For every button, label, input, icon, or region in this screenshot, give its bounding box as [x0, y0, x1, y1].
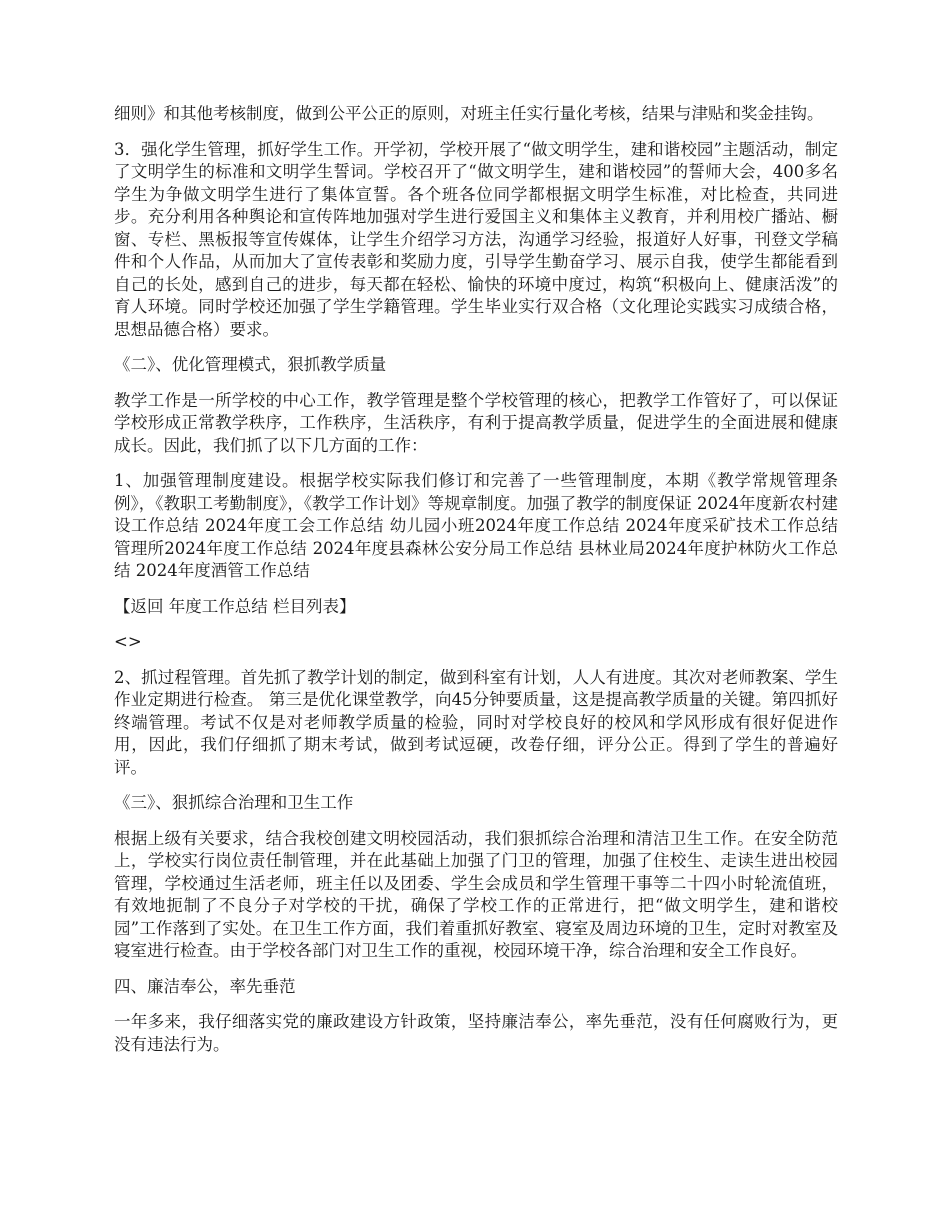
- paragraph-governance: 根据上级有关要求，结合我校创建文明校园活动，我们狠抓综合治理和清洁卫生工作。在安全防范上，学校实行岗位责任制管理，并在此基础上加强了门卫的管理，加强了住校生、走读生进出校园管理，学校通过生活老师，班主任以及团委、学生会成员和学生管理干事等二十四小时轮流值班，有效地扼制了不良分子对学校的干扰，确保了学校工作的正常进行，把“做文明学生，建和谐校园”工作落到了实处。在卫生工作方面，我们着重抓好教室、寝室及周边环境的卫生，定时对教室及寝室进行检查。由于学校各部门对卫生工作的重视，校园环境干净，综合治理和安全工作良好。: [114, 828, 838, 960]
- paragraph-intro-continuation: 细则》和其他考核制度，做到公平公正的原则，对班主任实行量化考核，结果与津贴和奖金挂钩。: [114, 104, 824, 123]
- document-body: [114, 103, 838, 1069]
- return-to-list-link[interactable]: 【返回 年度工作总结 栏目列表】: [114, 596, 356, 616]
- paragraph-process-management: 2、抓过程管理。首先抓了教学计划的制定，做到科室有计划，人人有进度。其次对老师教案、学生作业定期进行检查。 第三是优化课堂教学，向45分钟要质量，这是提高教学质量的关键。第四抓好终端管理。考试不仅是对老师教学质量的检验，同时对学校良好的校风和学风形成有很好促进作用，因此，我们仔细抓了期末考试，做到考试逗硬，改卷仔细，评分公正。得到了学生的普遍好评。: [114, 667, 838, 777]
- paragraph-student-management: 3．强化学生管理，抓好学生工作。开学初，学校开展了“做文明学生，建和谐校园”主题活动，制定了文明学生的标准和文明学生誓词。学校召开了“做文明学生，建和谐校园”的誓师大会，400多名学生为争做文明学生进行了集体宣誓。各个班各位同学都根据文明学生标准，对比检查，共同进步。充分利用各种舆论和宣传阵地加强对学生进行爱国主义和集体主义教育，并利用校广播站、橱窗、专栏、黑板报等宣传媒体，让学生介绍学习方法，沟通学习经验，报道好人好事，刊登文学稿件和个人作品，从而加大了宣传表彰和奖励力度，引导学生勤奋学习、展示自我，使学生都能看到自己的长处，感到自己的进步，每天都在轻松、愉快的环境中度过，构筑“积极向上、健康活泼”的育人环境。同时学校还加强了学生学籍管理。学生毕业实行双合格（文化理论实践实习成绩合格，思想品德合格）要求。: [114, 139, 838, 339]
- paragraph-integrity: 一年多来，我仔细落实党的廉政建设方针政策，坚持廉洁奉公，率先垂范，没有任何腐败行为，更没有违法行为。: [114, 1012, 838, 1054]
- section-heading-governance: 《三》、狠抓综合治理和卫生工作: [114, 793, 354, 812]
- section-heading-integrity: 四、廉洁奉公，率先垂范: [114, 976, 296, 996]
- paragraph-management-system: 1、加强管理制度建设。根据学校实际我们修订和完善了一些管理制度，本期《教学常规管理条例》，《教职工考勤制度》，《教学工作计划》等规章制度。加强了教学的制度保证 2024年度新农村建设工作总结 2024年度工会工作总结 幼儿园小班2024年度工作总结 2024年度采矿技术工作总结 管理所2024年度工作总结 2024年度县森林公安分局工作总结 县林业局2024年度护林防火工作总结 2024年度酒管工作总结: [114, 471, 838, 580]
- angle-bracket-marker: <>: [114, 632, 142, 651]
- section-heading-teaching: 《二》、优化管理模式，狠抓教学质量: [114, 355, 387, 374]
- paragraph-teaching-intro: 教学工作是一所学校的中心工作，教学管理是整个学校管理的核心，把教学工作管好了，可以保证学校形成正常教学秩序，工作秩序，生活秩序，有利于提高教学质量，促进学生的全面进展和健康成长。因此，我们抓了以下几方面的工作：: [114, 390, 838, 455]
